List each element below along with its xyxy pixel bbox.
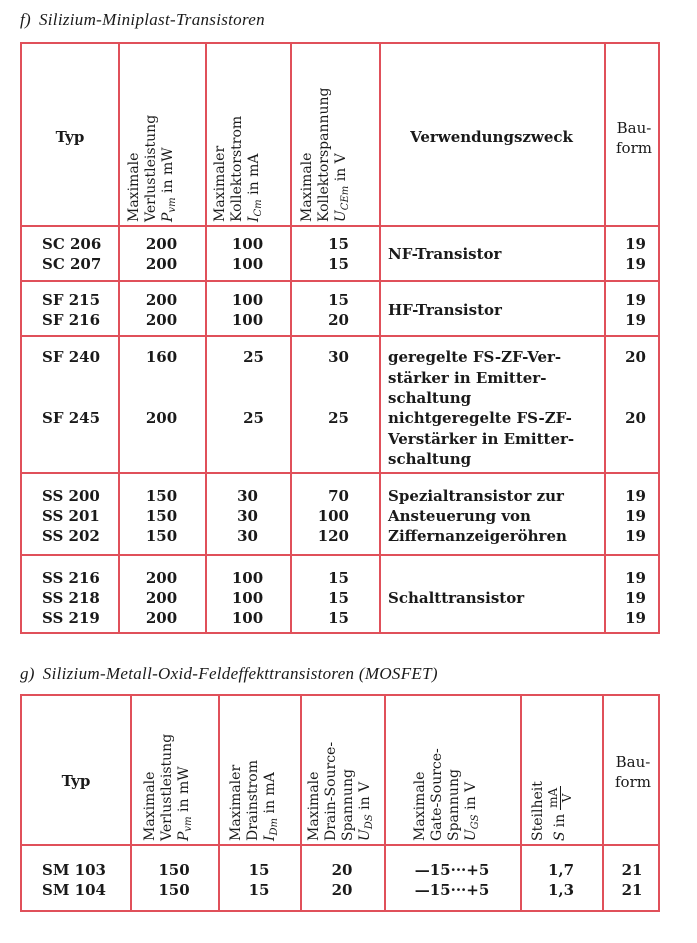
header-typ: Typ [55, 128, 85, 146]
group5-typ: SS 216 SS 218 SS 219 [42, 569, 100, 627]
group1-u: 15 15 [328, 235, 349, 273]
group4-p: 150 150 150 [145, 487, 178, 545]
group3-u1: 30 [328, 348, 349, 366]
header-kollektorspannung: Maximale Kollektorspannung $U_{CEm}$ in V [299, 87, 351, 222]
g-header-bauform: Bau- form [615, 753, 651, 791]
group5-i: 100 100 100 [231, 569, 264, 627]
group5-p: 200 200 200 [145, 569, 178, 627]
header-kollektorstrom: Maximaler Kollektorstrom $I_{Cm}$ in mA [212, 115, 264, 222]
group3-p2: 200 [145, 409, 178, 427]
group3-bau2: 20 [625, 409, 646, 427]
section-f-title [20, 10, 265, 30]
section-f-title-text: Silizium-Miniplast-Transistoren [38, 10, 265, 29]
group1-bau: 19 19 [625, 235, 646, 273]
group2-bau: 19 19 [625, 291, 646, 329]
group2-use: HF-Transistor [388, 301, 502, 319]
g-row-i: 15 15 [248, 861, 270, 899]
g-row-p: 150 150 [158, 861, 190, 899]
header-bauform: Bau- form [616, 119, 652, 157]
group4-bau: 19 19 19 [625, 487, 646, 545]
g-row-typ: SM 103 SM 104 [42, 861, 106, 899]
group3-typ1: SF 240 [42, 348, 101, 366]
group4-i: 30 30 30 [237, 487, 258, 545]
group3-i1: 25 [243, 348, 264, 366]
group4-typ: SS 200 SS 201 SS 202 [42, 487, 100, 545]
g-header-verlustleistung: Maximale Verlustleistung $P_{vm}$ in mW [142, 733, 194, 841]
g-row-bau: 21 21 [621, 861, 643, 899]
group3-p1: 160 [145, 348, 178, 366]
group1-typ: SC 206 SC 207 [42, 235, 102, 273]
group2-typ: SF 215 SF 216 [42, 291, 101, 329]
section-g-title [20, 664, 438, 684]
group3-use2: nichtgeregelte FS-ZF- Verstärker in Emitter- schaltung [388, 409, 575, 468]
g-header-drain-source-spannung: Maximale Drain-Source- Spannung $U_{DS}$ in V [306, 741, 375, 841]
g-header-drainstrom: Maximaler Drainstrom $I_{Dm}$ in mA [228, 760, 280, 841]
group3-bau1: 20 [625, 348, 646, 366]
group1-p: 200 200 [145, 235, 178, 273]
group5-use: Schalttransistor [388, 589, 525, 607]
group2-p: 200 200 [145, 291, 178, 329]
g-header-gate-source-spannung: Maximale Gate-Source- Spannung $U_{GS}$ in V [412, 748, 481, 841]
header-verlustleistung: Maximale Verlustleistung $P_{vm}$ in mW [126, 114, 178, 222]
group5-u: 15 15 15 [328, 569, 349, 627]
group4-use: Spezialtransistor zur Ansteuerung von Ziffernanzeigeröhren [388, 487, 567, 545]
table-g [20, 694, 660, 912]
group2-i: 100 100 [231, 291, 264, 329]
section-f-letter: f) [20, 10, 31, 29]
g-header-steilheit: Steilheit S in mA V [530, 781, 574, 841]
group3-use1: geregelte FS-ZF-Ver- stärker in Emitter- schaltung [388, 348, 562, 407]
group3-typ2: SF 245 [42, 409, 101, 427]
table-f [20, 42, 660, 634]
section-g-title-text: Silizium-Metall-Oxid-Feldeffekttransistoren (MOSFET) [42, 664, 438, 683]
group1-use: NF-Transistor [388, 245, 502, 263]
group2-u: 15 20 [328, 291, 349, 329]
g-row-ugs: —15···+5 —15···+5 [414, 861, 490, 899]
group3-i2: 25 [243, 409, 264, 427]
group5-bau: 19 19 19 [625, 569, 646, 627]
group3-u2: 25 [328, 409, 349, 427]
section-g-letter: g) [20, 664, 35, 683]
group4-u: 70 100 120 [317, 487, 349, 545]
header-verwendungszweck: Verwendungszweck [410, 128, 573, 146]
g-header-typ: Typ [61, 772, 91, 790]
g-row-s: 1,7 1,3 [547, 861, 575, 899]
g-row-uds: 20 20 [331, 861, 353, 899]
group1-i: 100 100 [231, 235, 264, 273]
